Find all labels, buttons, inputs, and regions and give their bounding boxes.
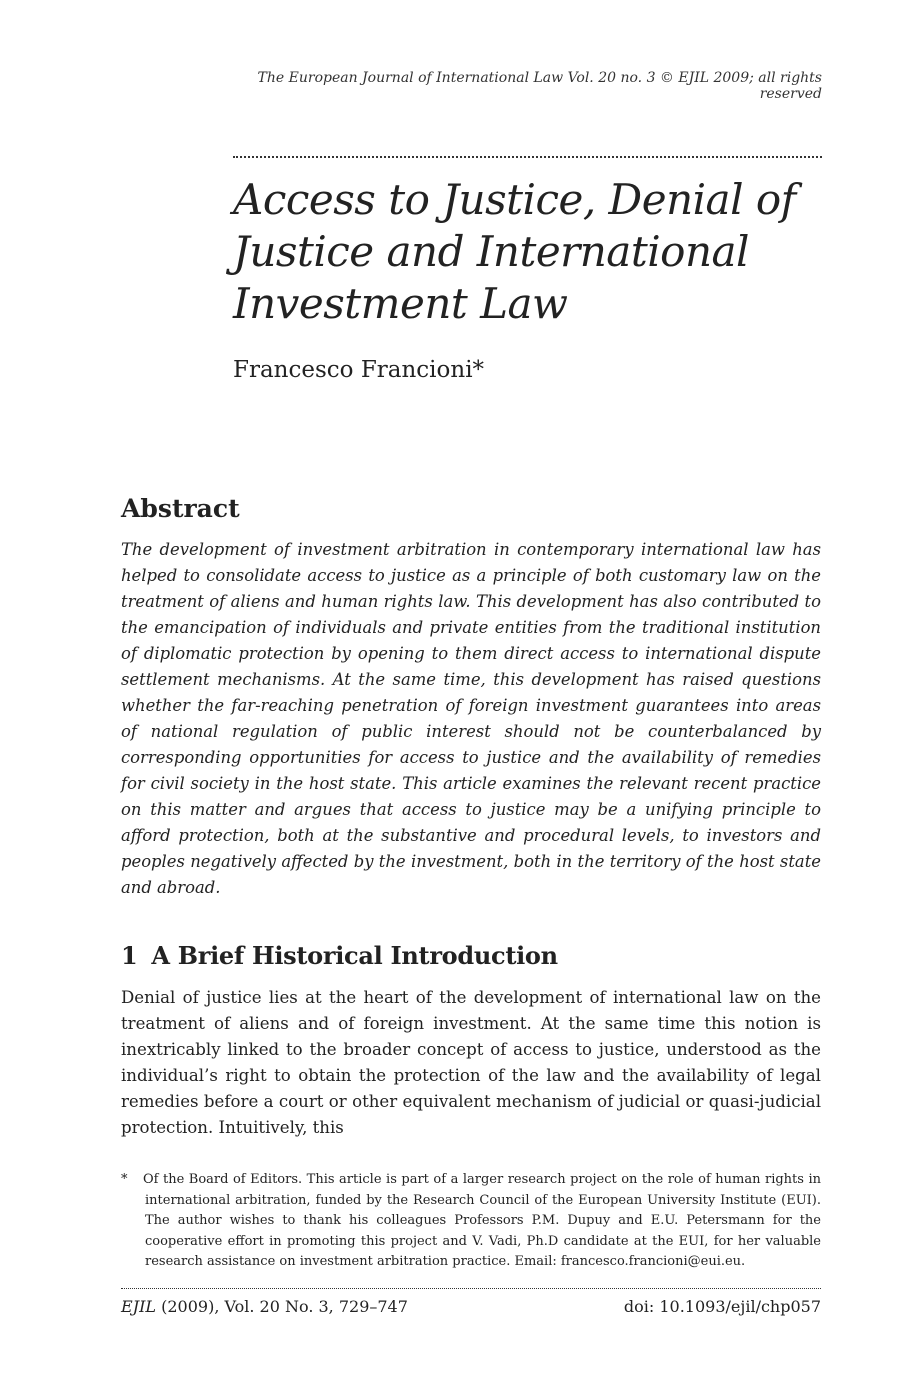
author-name: Francesco Francioni* bbox=[233, 357, 485, 383]
article-title-line: Access to Justice, Denial of bbox=[233, 175, 796, 224]
title-dotted-rule bbox=[233, 156, 822, 158]
abstract-heading: Abstract bbox=[121, 494, 240, 523]
abstract-text: The development of investment arbitration in contemporary international law has helped to consolidate access to justice as a principle of both customary law on the treatment of aliens and human rights law. This development has also contributed to the emancipation of individuals and private entities from the traditional institution of diplomatic protection by opening to them direct access to international dispute settlement mechanisms. At the same time, this development has raised questions whether the far-reaching penetration of foreign investment guarantees into areas of national regulation of public interest should not be counterbalanced by corresponding opportunities for access to justice and the availability of remedies for civil society in the host state. This article examines the relevant recent practice on this matter and argues that access to justice may be a unifying principle to afford protection, both at the substantive and procedural levels, to investors and peoples negatively affected by the investment, both in the territory of the host state and abroad. bbox=[121, 540, 821, 897]
footer-volume-pages: (2009), Vol. 20 No. 3, 729–747 bbox=[156, 1297, 408, 1316]
running-header: The European Journal of International Law Vol. 20 no. 3 © EJIL 2009; all rights reserved bbox=[257, 70, 822, 102]
article-title-line: Justice and International bbox=[233, 227, 749, 276]
section-title: A Brief Historical Introduction bbox=[151, 941, 558, 970]
footer-journal-name: EJIL bbox=[121, 1297, 157, 1316]
article-title bbox=[233, 174, 823, 330]
section-number: 1 bbox=[121, 941, 138, 970]
footer-dotted-rule bbox=[121, 1288, 821, 1289]
article-title-line: Investment Law bbox=[233, 279, 568, 328]
footer-doi: doi: 10.1093/ejil/chp057 bbox=[623, 1297, 821, 1316]
footnote-text: Of the Board of Editors. This article is part of a larger research project on the role of human rights in international arbitration, funded by the Research Council of the European University Institute (EUI). The author wishes to thank his colleagues Professors P.M. Dupuy and E.U. Petersmann for the cooperative effort in promoting this project and V. Vadi, Ph.D candidate at the EUI, for her valuable research assistance on investment arbitration practice. Email: francesco.francioni@eui.eu. bbox=[143, 1172, 821, 1269]
section-heading bbox=[121, 941, 558, 970]
footnote-mark: * bbox=[121, 1172, 128, 1187]
footer-citation bbox=[121, 1297, 408, 1316]
footnote bbox=[121, 1170, 821, 1273]
body-paragraph: Denial of justice lies at the heart of the development of international law on the treatment of aliens and of foreign investment. At the same time this notion is inextricably linked to the broader concept of access to justice, understood as the individual’s right to obtain the protection of the law and the availability of legal remedies before a court or other equivalent mechanism of judicial or quasi-judicial protection. Intuitively, this bbox=[121, 988, 821, 1137]
